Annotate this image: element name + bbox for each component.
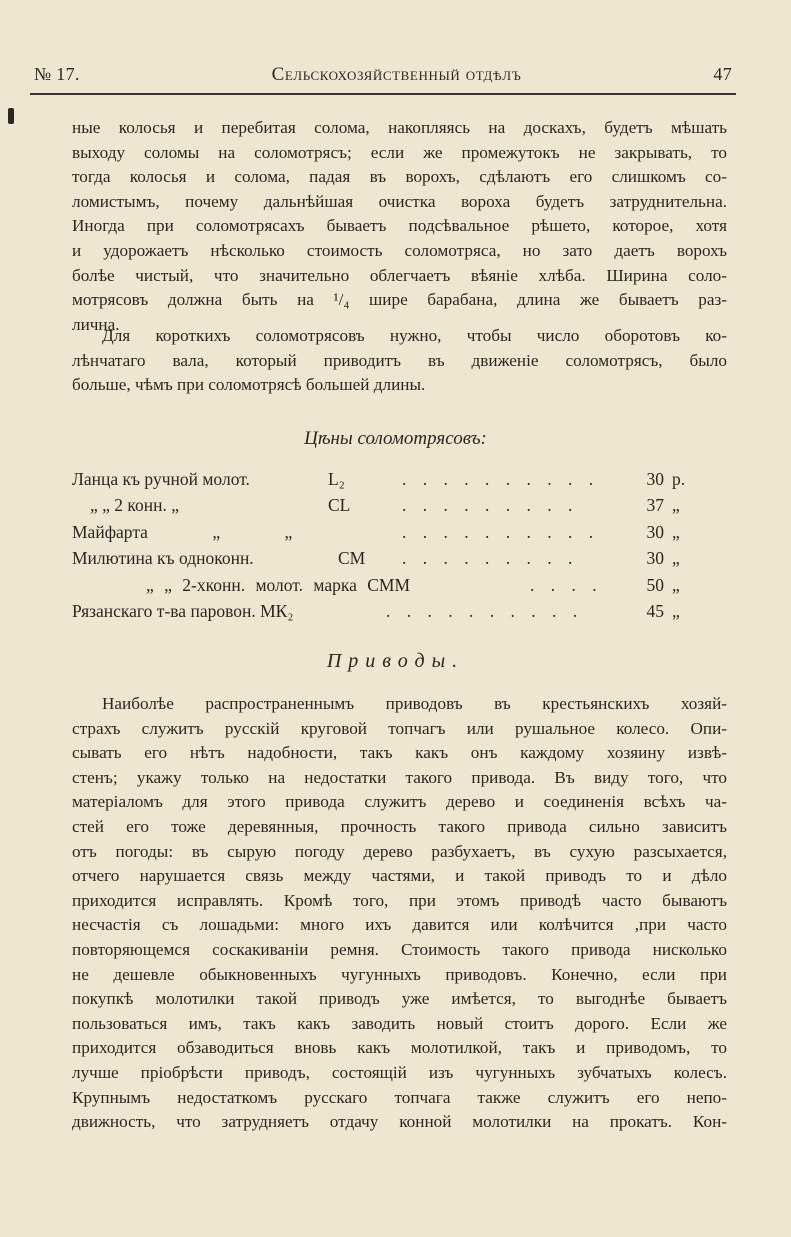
issue-number: № 17. (34, 64, 80, 84)
leader-dots: . . . . . . . . . . (402, 469, 600, 489)
text-line: стей его тоже деревянныя, прочность такого привода сильно зависитъ (72, 816, 727, 836)
price-unit: „ (672, 495, 680, 516)
price-item-mark: L₂ (328, 469, 345, 489)
text-line: несчастія съ лошадьми: много ихъ давится или колѣчится ,при часто (72, 915, 727, 935)
leader-dots: . . . . . . . . . (402, 495, 579, 516)
text-line: Иногда при соломотрясахъ бываетъ подсѣвальное рѣшето, которое, хотя (72, 216, 727, 236)
text-line: сывать его нѣтъ надобности, такъ какъ онъ каждому хозяину извѣ- (72, 743, 727, 763)
text-line: и удорожаетъ нѣсколько стоимость соломотряса, но зато даетъ ворохъ (72, 240, 727, 260)
text-line: покупкѣ молотилки такой приводъ уже имѣется, то выгоднѣе бываетъ (72, 989, 727, 1009)
price-unit: „ (672, 521, 680, 542)
drives-heading: Приводы. (326, 650, 465, 672)
price-item-mark: CL (328, 495, 351, 516)
price-item-name: Ланца къ ручной молот. (72, 469, 250, 489)
price-row (72, 519, 692, 545)
text-line: страхъ служитъ русскій круговой топчагъ или рушальное колесо. Опи- (72, 718, 727, 738)
margin-ink-mark (8, 108, 14, 124)
text-line: пользоваться имъ, такъ какъ заводить новый стоитъ дорого. Если же (72, 1013, 727, 1033)
text-line: лучше пріобрѣсти приводъ, состоящій изъ чугунныхъ зубчатыхъ колесъ. (72, 1062, 727, 1082)
price-value: 50 (646, 574, 664, 595)
price-row (72, 598, 692, 624)
price-item-name: Майфарта „ „ (72, 521, 293, 542)
price-item-name: Милютина къ одноконн. (72, 548, 254, 569)
prices-heading: Цѣны соломотрясовъ: (304, 428, 487, 449)
text-line: мотрясовъ должна быть на ¹/₄ шире барабана, длина же бываетъ раз- (72, 290, 727, 310)
text-line: ломистымъ, почему дальнѣйшая очистка вороха будетъ затруднительна. (72, 191, 727, 211)
price-item-mark: CM (338, 548, 366, 569)
text-line: повторяющемся соскакиваніи ремня. Стоимость такого привода нисколько (72, 939, 727, 959)
leader-dots: . . . . . . . . . . (402, 521, 600, 542)
text-line: ные колосья и перебитая солома, накопляясь на доскахъ, будетъ мѣшать (72, 118, 727, 137)
text-line: отъ погоды: въ сырую погоду дерево разбухаетъ, въ сухую разсыхается, (72, 841, 727, 861)
price-row (72, 492, 692, 518)
text-line: болѣе чистый, что значительно облегчаетъ вѣяніе хлѣба. Ширина соло- (72, 265, 727, 285)
text-line: Наиболѣе распространеннымъ приводовъ въ крестьянскихъ хозяй- (102, 694, 727, 713)
paragraph-drives (72, 692, 727, 1135)
text-line: матеріаломъ для этого привода служитъ дерево и соединенія всѣхъ ча- (72, 792, 727, 812)
price-item-name: „ „ 2-хконн. молот. марка СММ (146, 574, 411, 595)
text-line: не дешевле обыкновенныхъ чугунныхъ приводовъ. Конечно, если при (72, 964, 727, 984)
price-unit: р. (672, 469, 686, 489)
section-header-title: Сельскохозяйственный отдѣлъ (271, 64, 522, 85)
price-value: 30 (646, 469, 664, 489)
price-value: 30 (646, 548, 664, 569)
price-item-name: „ „ 2 конн. „ (90, 495, 180, 516)
leader-dots: . . . . . . . . . (402, 548, 579, 569)
price-list (72, 466, 692, 624)
price-unit: „ (672, 548, 680, 569)
price-value: 30 (646, 521, 664, 542)
text-line: Крупнымъ недостаткомъ русскаго топчага также служитъ его непо- (72, 1087, 727, 1107)
text-line: лѣнчатаго вала, который приводитъ въ движеніе соломотрясъ, было (72, 350, 727, 370)
price-unit: „ (672, 600, 680, 621)
price-item-name: Рязанскаго т-ва паровон. МК₂ (72, 600, 294, 621)
page-number: 47 (713, 64, 732, 84)
text-line: выходу соломы на соломотрясъ; если же промежутокъ не закрывать, то (72, 142, 727, 162)
text-line: приходится исправлять. Кромѣ того, при этомъ приводѣ часто бываютъ (72, 890, 727, 910)
leader-dots: . . . . (530, 574, 603, 595)
text-line: стенъ; укажу только на недостатки такого привода. Въ виду того, что (72, 767, 727, 787)
header-rule (30, 93, 736, 95)
text-line: больше, чѣмъ при соломотрясѣ большей длины. (72, 375, 426, 395)
text-line: Для короткихъ соломотрясовъ нужно, чтобы число оборотовъ ко- (102, 326, 727, 345)
price-row (72, 572, 692, 598)
text-line: отчего нарушается связь между частями, и такой приводъ то и дѣло (72, 866, 727, 886)
text-line: тогда колосья и солома, падая въ ворохъ, сдѣлаютъ его слишкомъ со- (72, 167, 727, 187)
price-row (72, 545, 692, 571)
text-line: приходится обзаводиться вновь какъ молотилкой, такъ и приводомъ, то (72, 1038, 727, 1058)
price-value: 37 (646, 495, 664, 516)
price-row (72, 466, 692, 492)
price-unit: „ (672, 574, 680, 595)
paragraph-short-straw-shakers (72, 324, 727, 398)
page-header (34, 64, 732, 86)
text-line: лична. (72, 314, 120, 334)
leader-dots: . . . . . . . . . . (386, 600, 584, 621)
price-value: 45 (646, 600, 664, 621)
text-line: движность, что затрудняетъ отдачу конной молотилки на прокатъ. Кон- (72, 1112, 727, 1132)
paragraph-threshing (72, 116, 727, 337)
